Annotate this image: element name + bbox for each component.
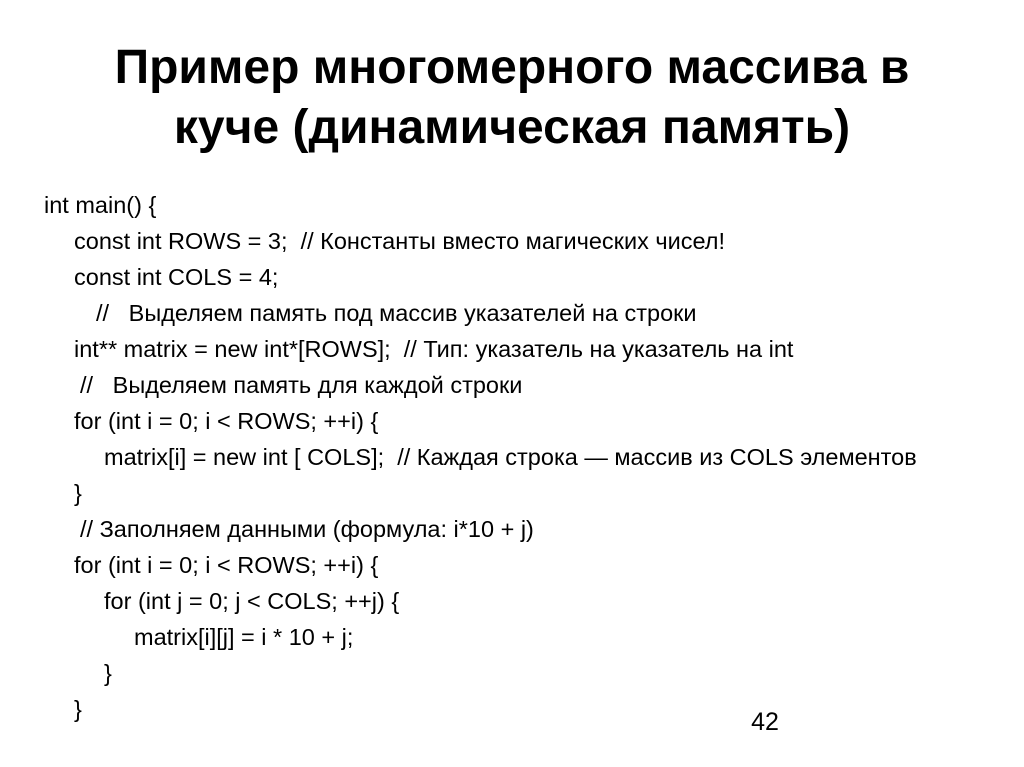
slide-title [0, 38, 1024, 158]
code-comment-line: // Выделяем память под массив указателей на строки [96, 300, 697, 326]
code-line: matrix[i] = new int [ COLS]; // Каждая строка — массив из COLS элементов [104, 444, 917, 470]
code-line: matrix[i][j] = i * 10 + j; [134, 624, 354, 650]
code-line: } [74, 696, 82, 722]
code-line: int main() { [44, 192, 157, 218]
code-line: for (int i = 0; i < ROWS; ++i) { [74, 552, 379, 578]
code-line: for (int j = 0; j < COLS; ++j) { [104, 588, 400, 614]
code-line: } [104, 660, 112, 686]
code-line: } [74, 480, 82, 506]
code-line: const int ROWS = 3; // Константы вместо магических чисел! [74, 228, 726, 254]
code-line: int** matrix = new int*[ROWS]; // Тип: указатель на указатель на int [74, 336, 794, 362]
code-line: const int COLS = 4; [74, 264, 279, 290]
page-number: 42 [751, 708, 779, 736]
slide-title-line-1: Пример многомерного массива в [114, 41, 910, 94]
code-comment-line: // Заполняем данными (формула: i*10 + j) [80, 516, 534, 542]
code-comment-line: // Выделяем память для каждой строки [80, 372, 523, 398]
slide-title-line-2: куче (динамическая память) [173, 101, 851, 154]
code-line: for (int i = 0; i < ROWS; ++i) { [74, 408, 379, 434]
